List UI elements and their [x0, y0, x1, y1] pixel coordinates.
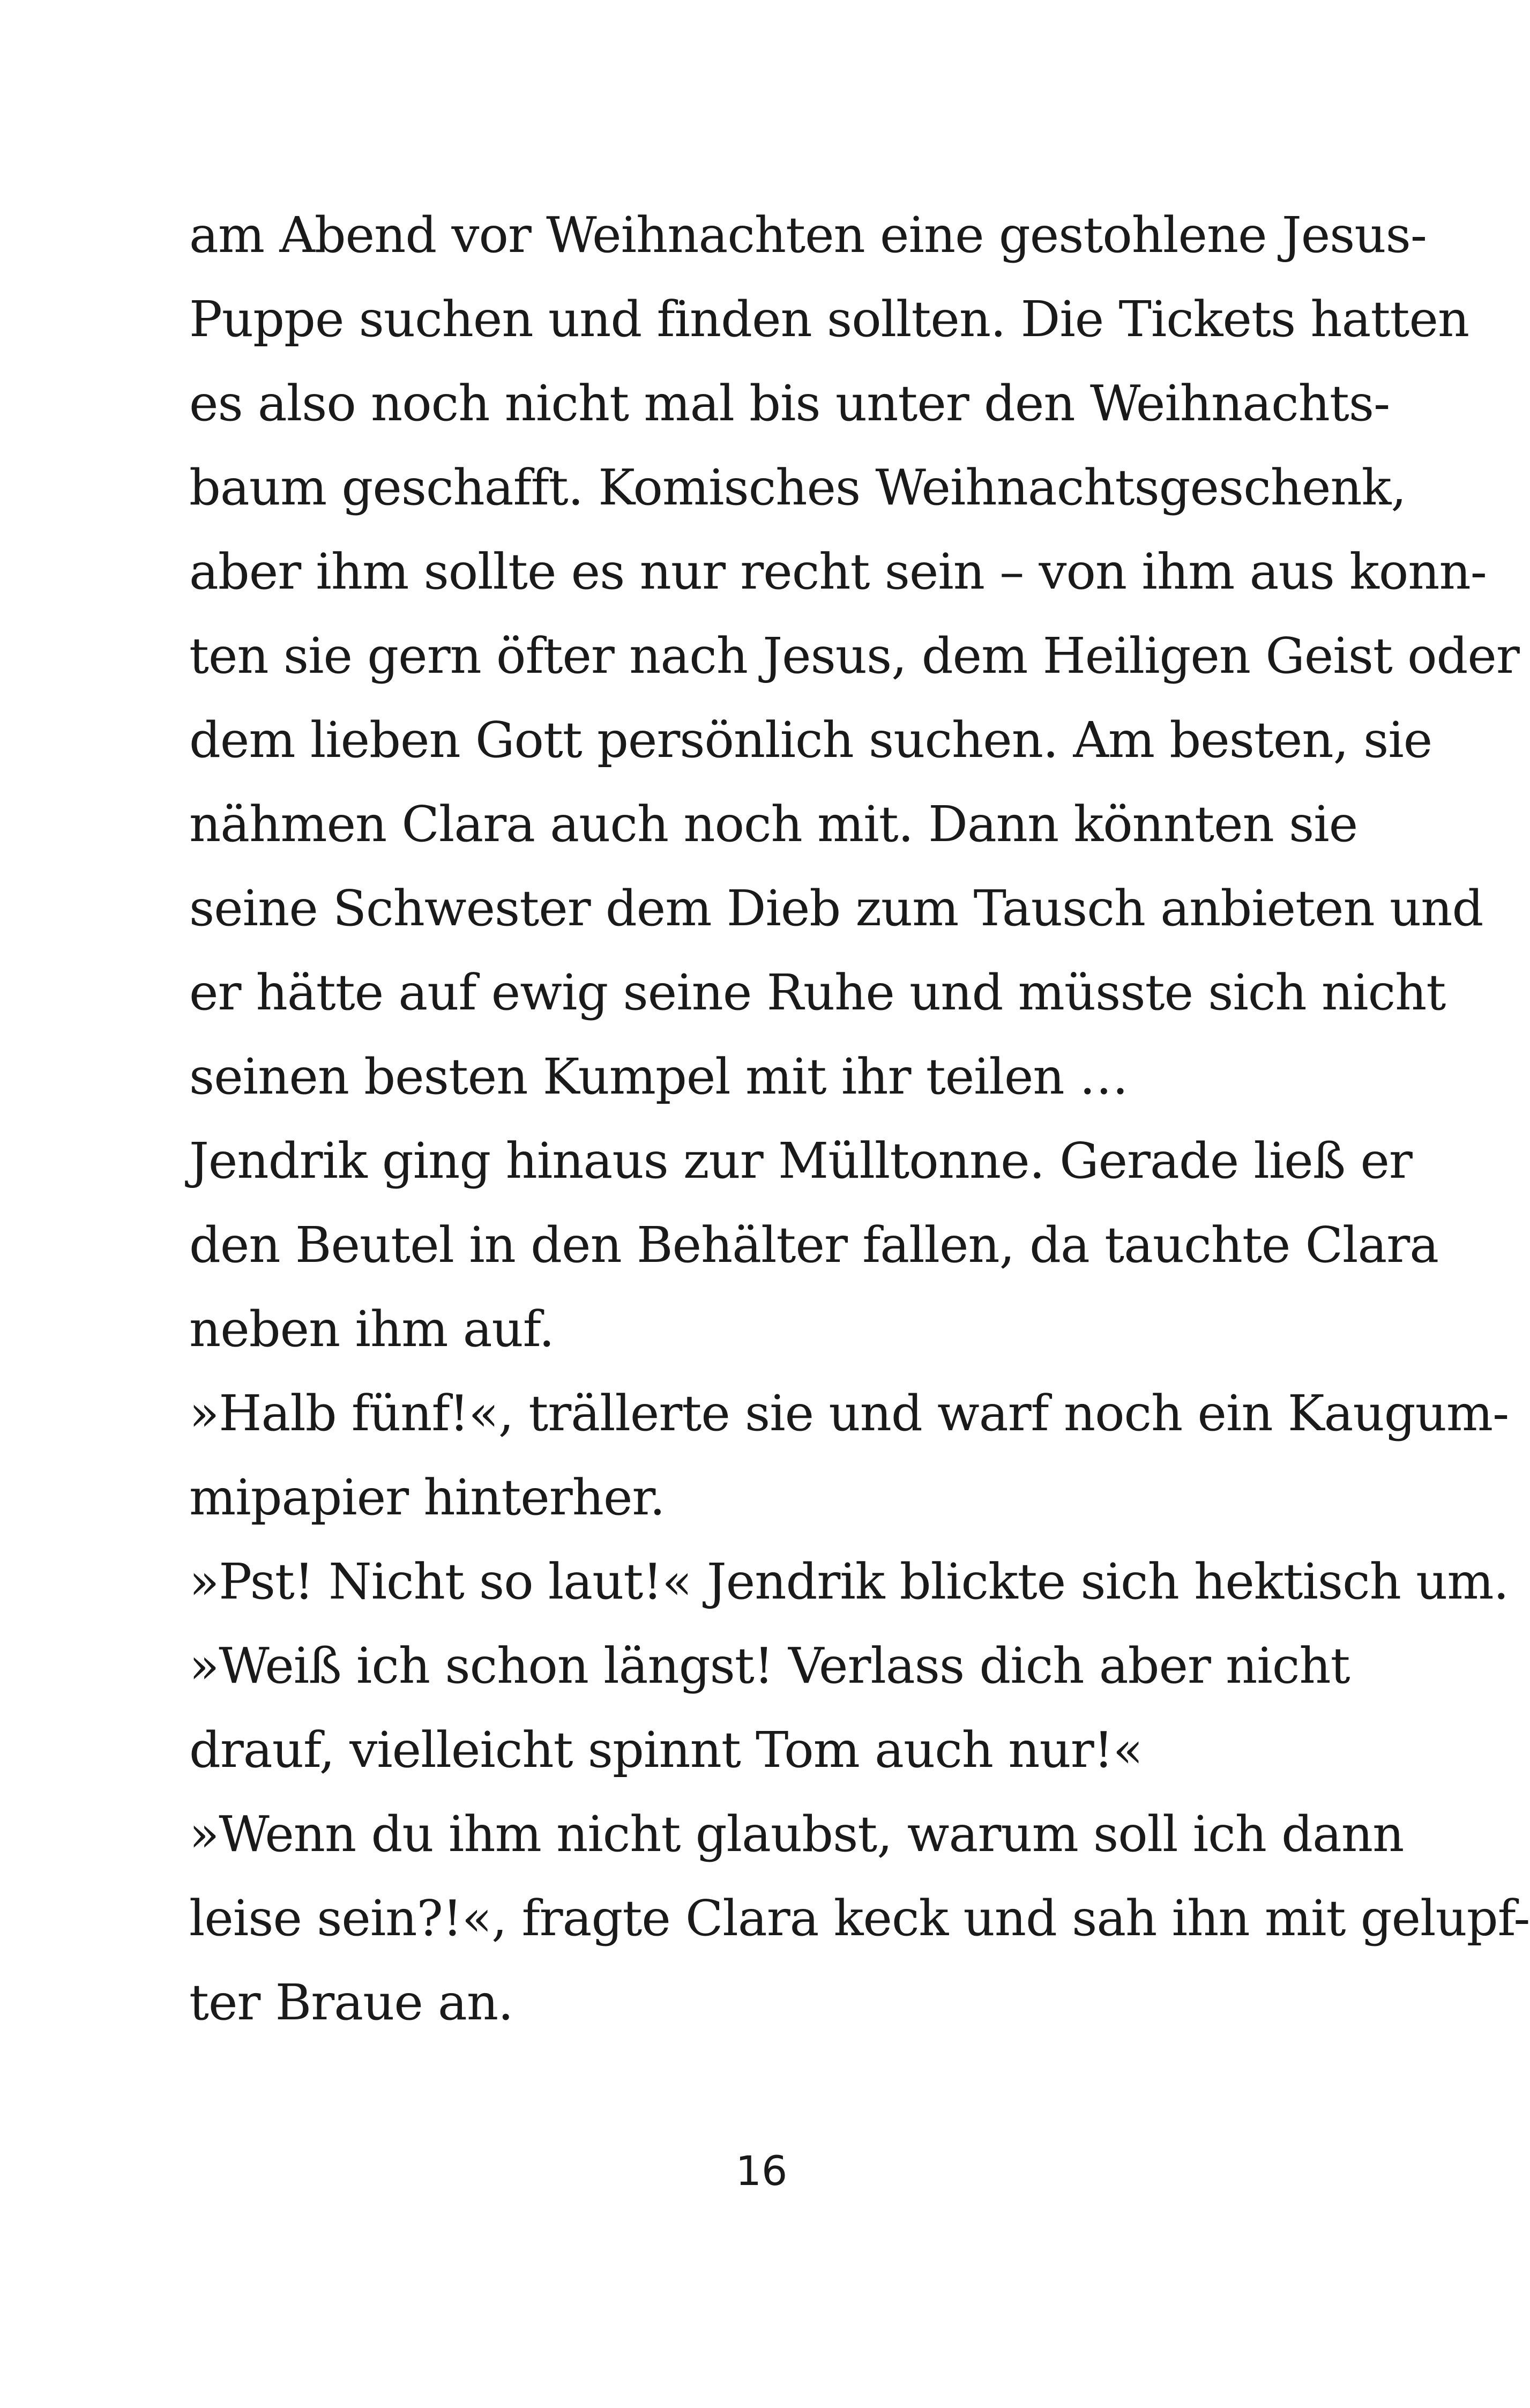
text-line: ter Braue an.	[189, 1974, 513, 2031]
text-line: er hätte auf ewig seine Ruhe und müsste sich nicht	[189, 964, 1446, 1021]
text-line: nähmen Clara auch noch mit. Dann könnten sie	[189, 796, 1358, 853]
text-line: den Beutel in den Behälter fallen, da tauchte Clara	[189, 1216, 1439, 1274]
text-line: seinen besten Kumpel mit ihr teilen …	[189, 1048, 1128, 1105]
page-number: 16	[735, 2147, 788, 2195]
text-line: »Wenn du ihm nicht glaubst, warum soll ich dann	[189, 1805, 1404, 1863]
text-line: ten sie gern öfter nach Jesus, dem Heiligen Geist oder	[189, 627, 1519, 685]
text-line: baum geschafft. Komisches Weihnachtsgeschenk,	[189, 459, 1406, 516]
text-line: neben ihm auf.	[189, 1300, 554, 1358]
text-line: aber ihm sollte es nur recht sein – von ihm aus konn-	[189, 543, 1487, 600]
text-line: »Pst! Nicht so laut!« Jendrik blickte sich hektisch um.	[189, 1553, 1509, 1610]
text-line: dem lieben Gott persönlich suchen. Am besten, sie	[189, 711, 1432, 769]
text-line: seine Schwester dem Dieb zum Tausch anbieten und	[189, 880, 1483, 937]
text-line: Puppe suchen und finden sollten. Die Tickets hatten	[189, 291, 1469, 348]
text-line: »Halb fünf!«, trällerte sie und warf noch ein Kaugum-	[189, 1385, 1509, 1442]
text-line: »Weiß ich schon längst! Verlass dich aber nicht	[189, 1637, 1350, 1694]
text-line: leise sein?!«, fragte Clara keck und sah ihn mit gelupf-	[189, 1890, 1530, 1947]
text-line: Jendrik ging hinaus zur Mülltonne. Gerade ließ er	[189, 1132, 1412, 1190]
body-text	[189, 193, 1530, 2045]
text-line: es also noch nicht mal bis unter den Weihnachts-	[189, 375, 1390, 432]
text-line: drauf, vielleicht spinnt Tom auch nur!«	[189, 1721, 1143, 1779]
text-line: mipapier hinterher.	[189, 1469, 665, 1526]
text-line: am Abend vor Weihnachten eine gestohlene Jesus-	[189, 206, 1427, 264]
